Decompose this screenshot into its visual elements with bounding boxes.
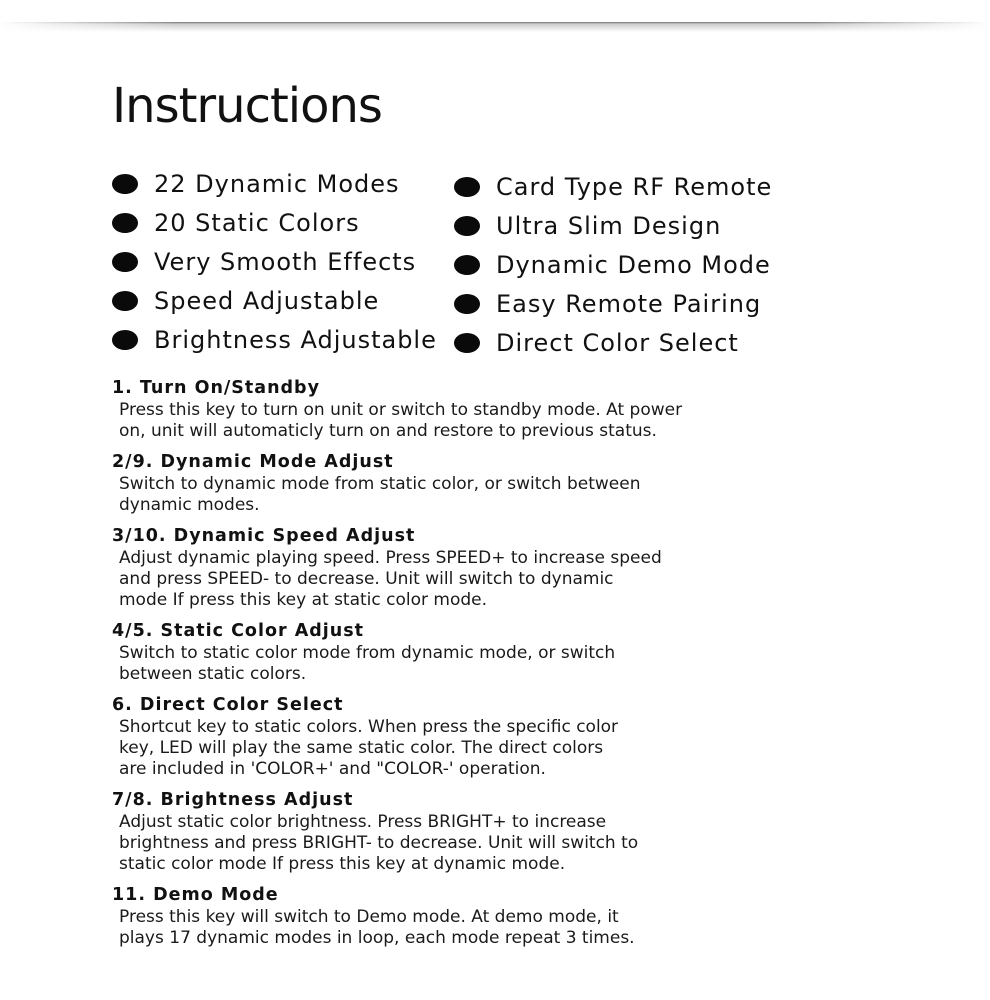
feature-item	[112, 244, 416, 280]
section-body: Shortcut key to static colors. When press the specific color key, LED will play the same static color. The direct colors are included in 'COLOR+' and "COLOR-' operation.	[119, 717, 619, 779]
bullet-icon	[454, 216, 480, 236]
feature-label: Easy Remote Pairing	[496, 290, 762, 318]
bullet-icon	[112, 213, 138, 233]
section-body: Adjust static color brightness. Press BRIGHT+ to increase brightness and press BRIGHT- to decrease. Unit will switch to static color mode If press this key at dynamic mode.	[119, 812, 639, 874]
feature-item	[112, 283, 379, 319]
feature-item	[454, 169, 772, 205]
section-heading: 6. Direct Color Select	[112, 695, 344, 715]
instruction-section	[112, 376, 832, 442]
feature-item	[454, 286, 761, 322]
feature-label: Ultra Slim Design	[496, 212, 722, 240]
feature-item	[112, 322, 437, 358]
feature-item	[454, 247, 771, 283]
feature-label: Brightness Adjustable	[154, 326, 437, 354]
section-heading: 11. Demo Mode	[112, 885, 279, 905]
section-heading: 7/8. Brightness Adjust	[112, 790, 354, 810]
section-body: Switch to dynamic mode from static color, or switch between dynamic modes.	[119, 474, 641, 515]
feature-label: Very Smooth Effects	[154, 248, 417, 276]
bullet-icon	[454, 333, 480, 353]
feature-item	[454, 208, 721, 244]
bullet-icon	[112, 252, 138, 272]
feature-list	[112, 166, 832, 366]
instruction-section	[112, 619, 832, 685]
section-heading: 2/9. Dynamic Mode Adjust	[112, 452, 394, 472]
section-heading: 4/5. Static Color Adjust	[112, 621, 365, 641]
bullet-icon	[454, 177, 480, 197]
bullet-icon	[454, 255, 480, 275]
section-body: Press this key will switch to Demo mode. At demo mode, it plays 17 dynamic modes in loop, each mode repeat 3 times.	[119, 907, 635, 948]
bullet-icon	[112, 330, 138, 350]
feature-label: Card Type RF Remote	[496, 173, 773, 201]
page-title: Instructions	[112, 78, 382, 134]
feature-item	[454, 325, 739, 361]
instruction-section	[112, 788, 832, 875]
section-body: Press this key to turn on unit or switch to standby mode. At power on, unit will automaticly turn on and restore to previous status.	[119, 400, 683, 441]
bullet-icon	[112, 291, 138, 311]
section-body: Switch to static color mode from dynamic mode, or switch between static colors.	[119, 643, 616, 684]
instruction-section	[112, 693, 832, 780]
feature-item	[112, 166, 400, 202]
instruction-section	[112, 524, 832, 611]
feature-label: Dynamic Demo Mode	[496, 251, 771, 279]
section-heading: 1. Turn On/Standby	[112, 378, 320, 398]
feature-label: Direct Color Select	[496, 329, 739, 357]
feature-label: Speed Adjustable	[154, 287, 380, 315]
feature-item	[112, 205, 360, 241]
bullet-icon	[112, 174, 138, 194]
section-heading: 3/10. Dynamic Speed Adjust	[112, 526, 416, 546]
instruction-section	[112, 450, 832, 516]
instruction-sections	[112, 376, 832, 957]
section-body: Adjust dynamic playing speed. Press SPEED+ to increase speed and press SPEED- to decrease. Unit will switch to dynamic mode If press this key at static color mode.	[119, 548, 662, 610]
instruction-section	[112, 883, 832, 949]
feature-label: 20 Static Colors	[154, 209, 360, 237]
feature-label: 22 Dynamic Modes	[154, 170, 400, 198]
top-divider-shadow	[0, 22, 990, 32]
bullet-icon	[454, 294, 480, 314]
